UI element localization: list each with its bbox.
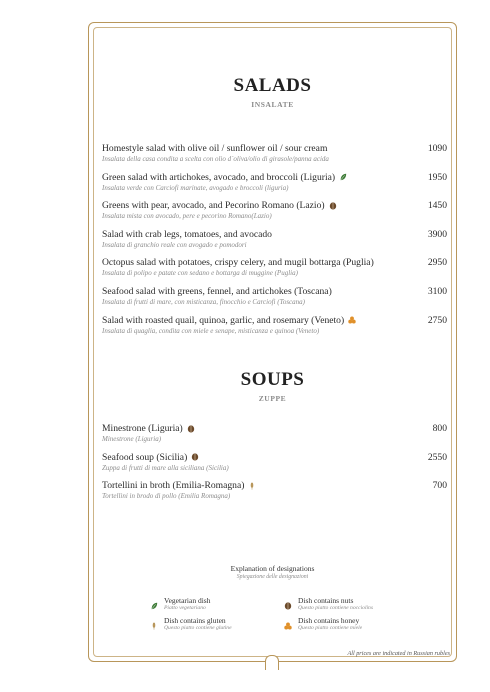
item-price: 2550: [427, 451, 447, 463]
menu-item: [102, 286, 447, 306]
soups-title: SOUPS: [240, 369, 305, 390]
menu-item: [102, 452, 447, 472]
wheat-icon: [150, 617, 158, 635]
legend-subtitle: Spiegazione delle designazioni: [236, 574, 309, 580]
item-price: 3900: [427, 228, 447, 240]
legend-sublabel: Questo piatto contiene glutine: [164, 625, 232, 631]
menu-item: [102, 257, 447, 277]
item-name: Octopus salad with potatoes, crispy celery, and mugil bottarga (Puglia): [102, 257, 374, 269]
salads-subtitle: INSALATE: [251, 100, 294, 109]
legend-entry: [150, 596, 210, 615]
item-price: 700: [432, 480, 447, 491]
nut-icon: [191, 452, 199, 463]
wheat-icon: [248, 480, 256, 491]
legend-label: Dish contains nuts: [298, 596, 354, 605]
menu-item: [102, 480, 447, 500]
price-footnote: All prices are indicated in Russian rubles: [347, 650, 450, 657]
item-italian-name: Tortellini in brodo di pollo (Emilia Romagna): [102, 492, 231, 500]
nut-icon: [329, 200, 337, 211]
honey-icon: [348, 315, 356, 326]
nut-icon: [187, 423, 195, 434]
menu-inner-border: [93, 27, 452, 657]
item-price: 1950: [427, 171, 447, 183]
bottom-ornament: [265, 655, 279, 670]
item-italian-name: Insalata di granchio reale con avogado e pomodori: [102, 240, 247, 249]
item-name: Greens with pear, avocado, and Pecorino Romano (Lazio): [102, 200, 325, 212]
soups-subtitle: ZUPPE: [258, 394, 287, 403]
item-price: 1450: [427, 200, 447, 212]
legend-entry: [150, 616, 232, 635]
nut-icon: [284, 597, 292, 615]
item-price: 2750: [427, 314, 447, 326]
item-price: 800: [432, 423, 447, 434]
honey-icon: [284, 617, 292, 635]
item-italian-name: Insalata di polipo e patate con sedano e bottarga di muggine (Puglia): [102, 269, 298, 278]
item-italian-name: Insalata verde con Carciofi marinate, avogado e broccoli (liguria): [102, 183, 289, 192]
item-italian-name: Minestrone (Liguria): [102, 435, 162, 443]
item-price: 3100: [427, 286, 447, 297]
legend-sublabel: Questo piatto contiene nocciolins: [298, 605, 374, 611]
item-italian-name: Insalata di quaglia, condita con miele e senape, misticanza e quinoa (Veneto): [102, 326, 320, 335]
item-name: Green salad with artichokes, avocado, and broccoli (Liguria): [102, 171, 336, 183]
item-name: Minestrone (Liguria): [102, 423, 183, 434]
legend-sublabel: Piatto vegetariano: [164, 605, 206, 611]
legend-entry: [284, 596, 373, 615]
item-name: Seafood salad with greens, fennel, and artichokes (Toscana): [102, 286, 332, 297]
item-name: Homestyle salad with olive oil / sunflower oil / sour cream: [102, 143, 328, 154]
item-italian-name: Insalata mista con avocado, pere e pecorino Romano(Lazio): [102, 212, 272, 221]
item-italian-name: Insalata della casa condita a scelta con olio d`oliva/olio di girasole/panna acida: [102, 155, 329, 163]
item-price: 1090: [427, 143, 447, 154]
menu-item: [102, 200, 447, 220]
item-price: 2950: [427, 257, 447, 269]
legend-label: Dish contains honey: [298, 616, 360, 625]
legend-label: Dish contains gluten: [164, 616, 226, 625]
menu-item: [102, 423, 447, 443]
legend-entry: [284, 616, 362, 635]
salads-title: SALADS: [233, 75, 312, 96]
item-name: Seafood soup (Sicilia): [102, 451, 188, 463]
menu-item: [102, 229, 447, 249]
item-italian-name: Zuppa di frutti di mare alla siciliana (Sicilia): [102, 463, 229, 472]
leaf-icon: [150, 597, 158, 615]
item-name: Salad with crab legs, tomatoes, and avocado: [102, 228, 272, 240]
menu-item: [102, 172, 447, 192]
item-name: Tortellini in broth (Emilia-Romagna): [102, 480, 245, 491]
legend-sublabel: Questo piatto contiene miele: [298, 625, 363, 631]
legend-title: Explanation of designations: [230, 564, 315, 573]
item-name: Salad with roasted quail, quinoa, garlic, and rosemary (Veneto): [102, 314, 345, 326]
legend-label: Vegetarian dish: [164, 596, 211, 605]
menu-item: [102, 143, 447, 163]
leaf-icon: [339, 172, 347, 183]
item-italian-name: Insalata di frutti di mare, con misticanza, finocchio e Carciofi (Toscana): [102, 298, 305, 306]
menu-item: [102, 315, 447, 335]
